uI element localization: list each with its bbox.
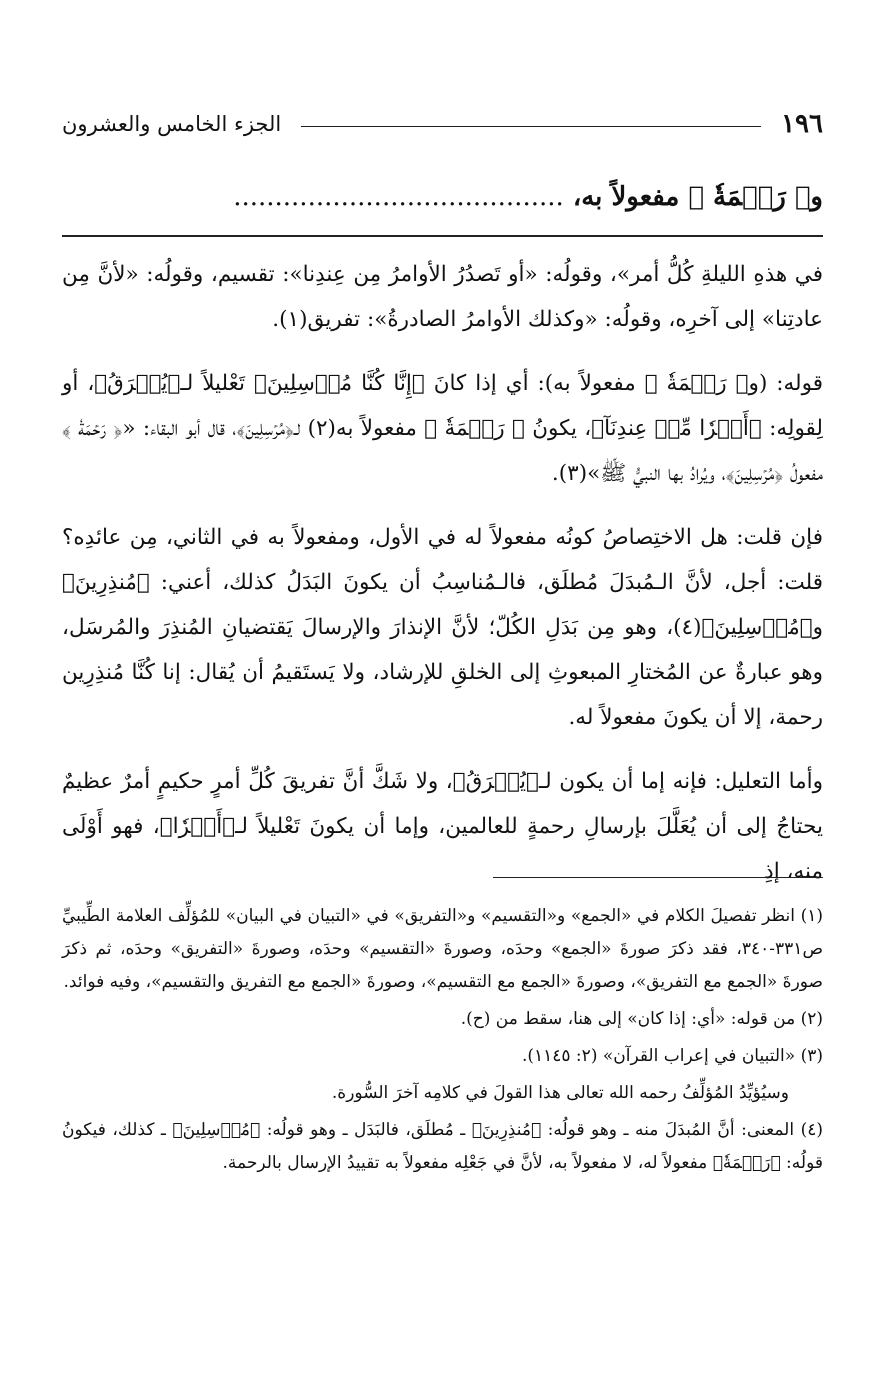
footnote-4: (٤) المعنى: أنَّ المُبدَلَ منه ـ وهو قولُه: ﴿مُنذِرِينَ﴾ ـ مُطلَق، فالبَدَل ـ وهو قولُه: ﴿مُرۡسِلِينَ﴾ ـ كذلك، فيكونُ قولُه: ﴿رَحۡمَةٗ﴾ مفعولاً له، لا مفعولاً به، لأنَّ في جَعْلِه مفعولاً به تقييدُ الإرسال بالرحمة.: [62, 1120, 823, 1173]
paragraph: قوله: (و﴿ رَحۡمَةٗ ﴾ مفعولاً به): أي إذا كانَ ﴿إِنَّا كُنَّا مُرۡسِلِينَ﴾ تَعْليلاً لـ﴿يُفۡرَقُ﴾، أو لِقولِه: ﴿أَمۡرٗا مِّنۡ عِندِنَآ﴾، يكونُ ﴿ رَحۡمَةٗ ﴾ مفعولاً به(٢) لـ﴿مُرۡسِلِينَ﴾، قال أبو البقاء: «﴿ رَحۡمَةٗ ﴾ مفعولُ ﴿مُرۡسِلِينَ﴾، ويُرادُ بها النبيُّ ﷺ»(٣).: [62, 371, 823, 486]
running-header: [62, 104, 823, 144]
matn-rule: [62, 235, 823, 237]
footnote-2: (٢) من قوله: «أي: إذا كان» إلى هنا، سقط من (ح).: [460, 1009, 823, 1029]
running-title: الجزء الخامس والعشرون: [62, 112, 282, 136]
footnote-3-continuation: وسيُؤيِّدُ المُؤلِّفُ رحمه الله تعالى هذا القولَ في كلامِه آخرَ السُّورة.: [331, 1083, 789, 1103]
footnote-1: (١) انظر تفصيلَ الكلام في «الجمع» و«التقسيم» و«التفريق» في «التبيان في البيان» للمُؤلِّف العلامة الطِّيبيِّ ص٣٣١-٣٤٠، فقد ذكرَ صورةَ «الجمع» وحدَه، وصورةَ «التقسيم» وحدَه، وصورةَ «التفريق» وحدَه، ثم ذكرَ صورةَ «الجمع مع التفريق»، وصورةَ «الجمع مع التقسيم»، وصورةَ «الجمع مع التفريق والتقسيم»، وفيه فوائد.: [62, 906, 823, 992]
footnote-rule: [493, 877, 823, 878]
paragraph: في هذهِ الليلةِ كُلُّ أمر»، وقولُه: «أو تَصدُرُ الأوامرُ مِن عِندِنا»: تقسيم، وقولُه: «لأنَّ مِن عادتِنا» إلى آخرِه، وقولُه: «وكذلك الأوامرُ الصادرةُ»: تفريق(١).: [62, 262, 823, 332]
footnote-3: (٣) «التبيان في إعراب القرآن» (٢: ١١٤٥).: [521, 1046, 823, 1066]
header-rule: [301, 126, 761, 127]
matn-text: و﴿ رَحۡمَةٗ ﴾ مفعولاً به،: [572, 182, 823, 212]
paragraph: وأما التعليل: فإنه إما أن يكون لـ﴿يُفۡرَقُ﴾، ولا شَكَّ أنَّ تفريقَ كُلِّ أمرٍ حكيمٍ أمرٌ عظيمٌ يحتاجُ إلى أن يُعَلَّلَ بإرسالِ رحمةٍ للعالمين، وإما أن يكونَ تَعْليلاً لـ﴿أَمۡرٗا﴾، فهو أَوْلَى منه، إذِ: [62, 769, 823, 884]
paragraph: فإن قلت: هل الاختِصاصُ كونُه مفعولاً له في الأول، ومفعولاً به في الثاني، مِن عائدِه؟ قلت: أجل، لأنَّ الـمُبدَلَ مُطلَق، فالـمُناسِبُ أن يكونَ البَدَلُ كذلك، أعني: ﴿مُنذِرِينَ﴾ و﴿مُرۡسِلِينَ﴾(٤)، وهو مِن بَدَلِ الكُلّ؛ لأنَّ الإنذارَ والإرسالَ يَقتضيانِ المُنذِرَ والمُرسَل، وهو عبارةٌ عن المُختارِ المبعوثِ إلى الخلقِ للإرشاد، ولا يَستَقيمُ أن يُقال: إنا كُنَّا مُنذِرِين رحمة، إلا أن يكونَ مفعولاً له.: [62, 525, 823, 730]
page-number: ١٩٦: [781, 109, 823, 139]
footnotes: [62, 900, 823, 1184]
commentary-body: [62, 252, 823, 913]
matn-dots: ........................................: [233, 182, 564, 212]
matn-line: [62, 182, 823, 226]
